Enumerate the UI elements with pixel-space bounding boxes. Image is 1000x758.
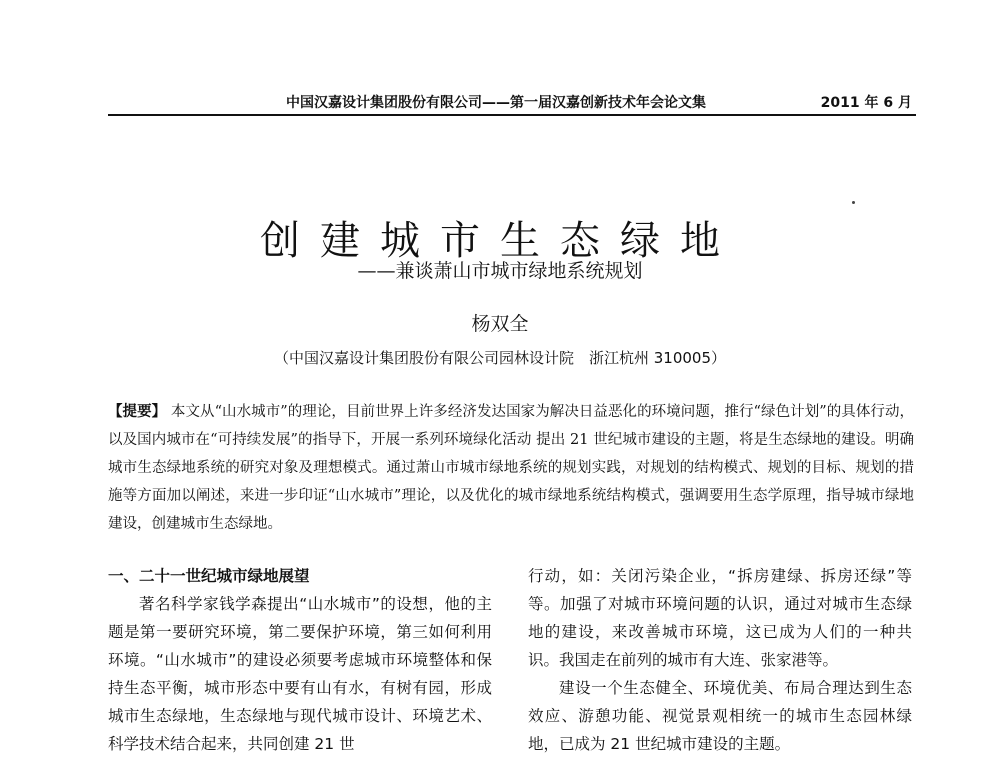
abstract	[108, 398, 914, 538]
paragraph: 建设一个生态健全、环境优美、布局合理达到生态效应、游憩功能、视觉景观相统一的城市生态园林绿地，已成为 21 世纪城市建设的主题。	[528, 679, 912, 753]
issue-date: 2011 年 6 月	[820, 95, 912, 111]
abstract-text: 本文从“山水城市”的理论，目前世界上许多经济发达国家为解决日益恶化的环境问题，推行“绿色计划”的具体行动，以及国内城市在“可持续发展”的指导下，开展一系列环境绿化活动 提出 21 世纪城市建设的主题，将是生态绿地的建设。明确城市生态绿地系统的研究对象及理想模式。通过萧山市城市绿地系统的规划实践，对规划的结构模式、规划的目标、规划的措施等方面加以阐述，来进一步印证“山水城市”理论，以及优化的城市绿地系统结构模式，强调要用生态学原理，指导城市绿地建设，创建城市生态绿地。	[108, 404, 915, 532]
author-name: 杨双全	[471, 313, 529, 335]
body-column-left	[108, 562, 492, 758]
paper-subtitle: ——兼谈萧山市城市绿地系统规划	[357, 260, 643, 282]
paragraph: 行动，如：关闭污染企业，“拆房建绿、拆房还绿”等等。加强了对城市环境问题的认识，通过对城市生态绿地的建设，来改善城市环境，这已成为人们的一种共识。我国走在前列的城市有大连、张家港等。	[528, 567, 912, 669]
body-column-right	[528, 562, 912, 758]
scan-speck	[852, 201, 855, 204]
author-affiliation: （中国汉嘉设计集团股份有限公司园林设计院 浙江杭州 310005）	[273, 349, 727, 367]
abstract-label: 【提要】	[108, 403, 167, 420]
paper-title: 创建城市生态绿地	[260, 217, 740, 264]
section-heading: 一、二十一世纪城市绿地展望	[108, 567, 310, 585]
running-header	[108, 92, 916, 116]
journal-title: 中国汉嘉设计集团股份有限公司——第一届汉嘉创新技术年会论文集	[286, 95, 706, 111]
paragraph: 著名科学家钱学森提出“山水城市”的设想，他的主题是第一要研究环境，第二要保护环境，第三如何利用环境。“山水城市”的建设必须要考虑城市环境整体和保持生态平衡，城市形态中要有山有水，有树有园，形成城市生态绿地，生态绿地与现代城市设计、环境艺术、科学技术结合起来，共同创建 21 世	[108, 595, 492, 753]
